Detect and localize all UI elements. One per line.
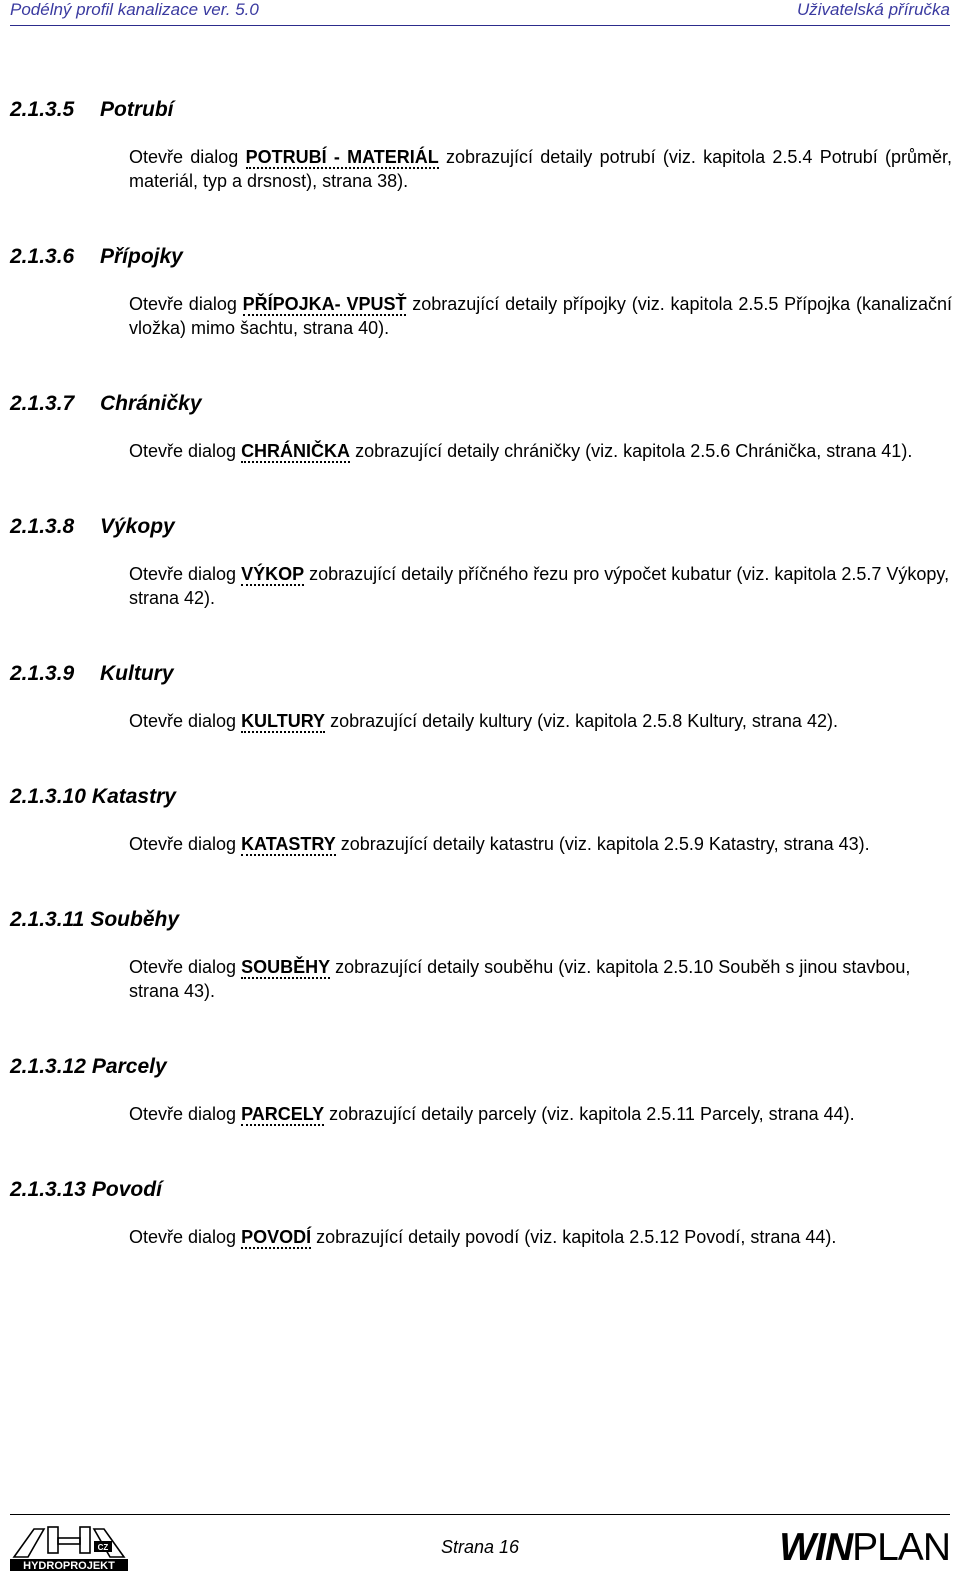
paragraph-text: Otevře dialog [129,294,243,314]
section-number: 2.1.3.12 [10,1055,86,1078]
section-paragraph [129,832,952,856]
paragraph-text: Otevře dialog [129,1227,242,1247]
section-chranicky [10,386,950,463]
logo-badge: CZ [97,1543,109,1552]
dialog-link-potrubi[interactable]: POTRUBÍ - MATERIÁL [245,147,439,167]
dialog-link-pripojka[interactable]: PŘÍPOJKA- VPUSŤ [242,294,407,314]
paragraph-text: zobrazující detaily parcely (viz. kapitola 2.5.11 Parcely, strana 44). [324,1104,855,1124]
winplan-logo-plain: PLAN [852,1526,950,1569]
section-heading [10,386,950,422]
logo-text: HYDROPROJEKT [23,1560,115,1571]
section-paragraph [129,562,952,610]
section-paragraph [129,709,952,733]
paragraph-text: Otevře dialog [129,147,246,167]
paragraph-text: Otevře dialog [129,834,242,854]
section-vykopy [10,509,950,610]
section-title: Povodí [91,1178,162,1201]
section-paragraph [129,145,952,193]
paragraph-text: Otevře dialog [129,441,242,461]
dialog-link-povodi[interactable]: POVODÍ [241,1227,312,1247]
winplan-logo [779,1525,950,1571]
paragraph-text: zobrazující detaily přípojky (viz. kapitola 2.5.5 Přípojka (kanalizační vložka) mimo šachtu, strana 40). [129,294,953,338]
section-heading [10,1049,950,1085]
section-number: 2.1.3.5 [10,98,75,121]
winplan-logo-bold: WIN [779,1526,853,1569]
dialog-link-chranicka[interactable]: CHRÁNIČKA [241,441,351,461]
paragraph-text: Otevře dialog [129,564,242,584]
section-title: Parcely [91,1055,167,1078]
section-parcely [10,1049,950,1126]
page-number: Strana 16 [440,1537,520,1557]
paragraph-text: zobrazující detaily kultury (viz. kapitola 2.5.8 Kultury, strana 42). [325,711,838,731]
section-heading [10,779,950,815]
section-number: 2.1.3.13 [10,1178,86,1201]
page-footer [10,1514,950,1582]
section-number: 2.1.3.9 [10,662,75,685]
dialog-link-katastry[interactable]: KATASTRY [241,834,336,854]
page-header [10,0,950,26]
document-body [10,92,953,1249]
section-title: Souběhy [90,908,180,931]
section-title: Výkopy [100,515,175,538]
section-title: Katastry [91,785,176,808]
section-paragraph [129,292,952,340]
paragraph-text: zobrazující detaily souběhu (viz. kapitola 2.5.10 Souběh s jinou stavbou, strana 43). [129,957,911,1001]
section-number: 2.1.3.6 [10,245,75,268]
dialog-link-parcely[interactable]: PARCELY [241,1104,325,1124]
section-heading [10,92,950,128]
section-paragraph [129,439,952,463]
section-povodi [10,1172,950,1249]
section-paragraph [129,955,952,1003]
dialog-link-kultury[interactable]: KULTURY [241,711,326,731]
section-pripojky [10,239,953,340]
section-title: Potrubí [100,98,174,121]
paragraph-text: zobrazující detaily katastru (viz. kapitola 2.5.9 Katastry, strana 43). [335,834,870,854]
section-number: 2.1.3.11 [10,908,85,931]
paragraph-text: zobrazující detaily povodí (viz. kapitola 2.5.12 Povodí, strana 44). [311,1227,837,1247]
section-kultury [10,656,950,733]
section-title: Chráničky [100,392,202,415]
paragraph-text: zobrazující detaily potrubí (viz. kapitola 2.5.4 Potrubí (průměr, materiál, typ a drsnost), strana 38). [129,147,952,191]
section-title: Kultury [100,662,174,685]
section-heading [10,239,950,275]
section-potrubi [10,92,950,193]
section-heading [10,1172,950,1208]
paragraph-text: Otevře dialog [129,711,242,731]
paragraph-text: Otevře dialog [129,1104,242,1124]
section-paragraph [129,1102,952,1126]
section-paragraph [129,1225,952,1249]
section-soubehy [10,902,950,1003]
paragraph-text: zobrazující detaily chráničky (viz. kapitola 2.5.6 Chránička, strana 41). [350,441,913,461]
section-heading [10,902,950,938]
section-heading [10,656,950,692]
header-title: Podélný profil kanalizace ver. 5.0 [10,0,259,19]
dialog-link-soubehy[interactable]: SOUBĚHY [241,957,331,977]
section-number: 2.1.3.7 [10,392,75,415]
section-heading [10,509,950,545]
section-katastry [10,779,950,856]
paragraph-text: Otevře dialog [129,957,242,977]
section-number: 2.1.3.10 [10,785,86,808]
paragraph-text: zobrazující detaily příčného řezu pro výpočet kubatur (viz. kapitola 2.5.7 Výkopy, strana 42). [129,564,950,608]
dialog-link-vykop[interactable]: VÝKOP [241,564,305,584]
section-title: Přípojky [100,245,183,268]
section-number: 2.1.3.8 [10,515,75,538]
header-guide-name: Uživatelská příručka [796,0,950,19]
